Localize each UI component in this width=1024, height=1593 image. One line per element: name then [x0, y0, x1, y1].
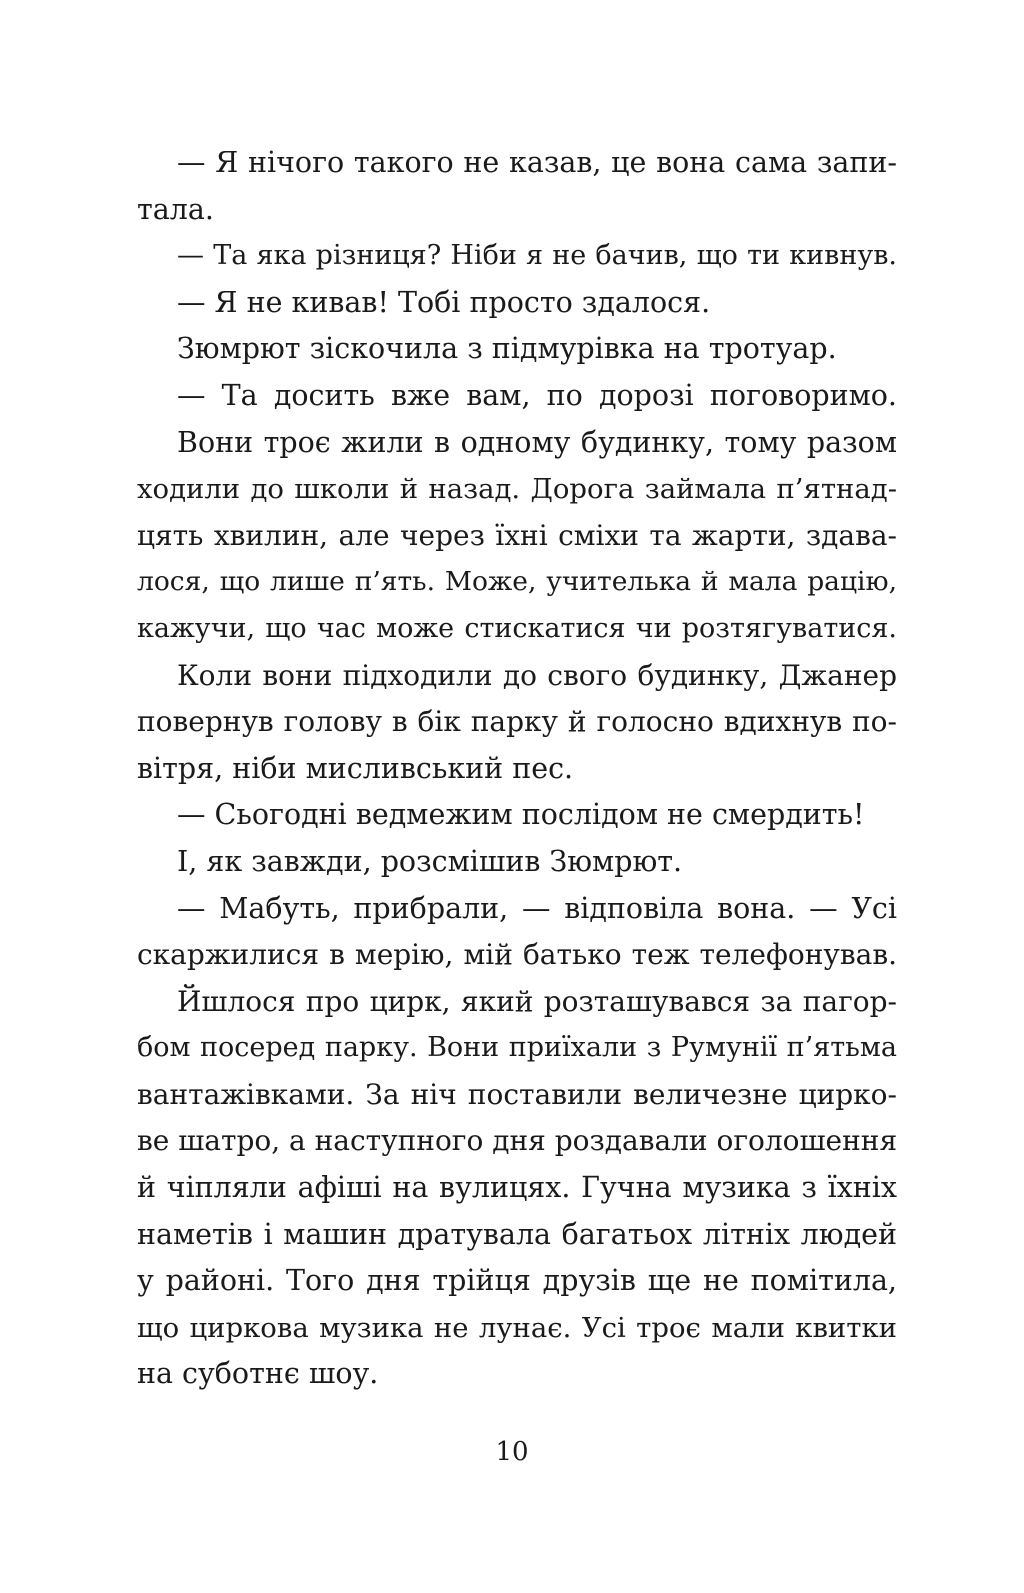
text-line: вантажівками. За ніч поставили величезне цирко-: [137, 1077, 897, 1111]
text-line: що циркова музика не лунає. Усі троє мали квитки: [137, 1311, 897, 1344]
text-line: й чіпляли афіші на вулицях. Гучна музика з їхніх: [137, 1171, 897, 1205]
text-line: — Я нічого такого не казав, це вона сама запи-: [177, 146, 897, 179]
text-line: Вони троє жили в одному будинку, тому разом: [177, 425, 897, 459]
text-line: скаржилися в мерію, мій батько теж телефонував.: [137, 938, 897, 972]
text-line: — Сьогодні ведмежим послідом не смердить!: [177, 798, 865, 832]
page-number: 10: [495, 1437, 529, 1467]
text-line: — Я не кивав! Тобі просто здалося.: [177, 285, 711, 319]
body-text: [137, 140, 897, 1398]
text-line: цять хвилин, але через їхні сміхи та жарти, здава-: [137, 518, 897, 552]
text-line: І, як завжди, розсмішив Зюмрют.: [177, 844, 683, 878]
text-line: Зюмрют зіскочила з підмурівка на тротуар.: [177, 332, 837, 366]
text-line: повернув голову в бік парку й голосно вдихнув по-: [137, 705, 897, 739]
text-line: ходили до школи й назад. Дорога займала п’ятнад-: [137, 473, 897, 506]
text-line: — Та яка різниця? Ніби я не бачив, що ти кивнув.: [177, 240, 897, 272]
text-line: кажучи, що час може стискатися чи розтягуватися.: [137, 612, 897, 644]
text-line: бом посеред парку. Вони приїхали з Румунії п’ятьма: [137, 1032, 897, 1064]
text-line: лося, що лише п’ять. Може, учителька й мала рацію,: [137, 566, 897, 598]
text-line: вітря, ніби мисливський пес.: [137, 751, 574, 785]
text-line: Коли вони підходили до свого будинку, Джанер: [177, 658, 897, 692]
text-line: — Та досить вже вам, по дорозі поговоримо.: [177, 378, 897, 412]
text-line: у районі. Того дня трійця друзів ще не помітила,: [137, 1264, 897, 1298]
text-line: ве шатро, а наступного дня роздавали оголошення: [137, 1124, 898, 1158]
text-line: на суботнє шоу.: [137, 1357, 379, 1391]
text-line: наметів і машин дратувала багатьох літніх людей: [137, 1217, 897, 1251]
text-line: — Мабуть, прибрали, — відповіла вона. — Усі: [177, 891, 897, 925]
text-line: тала.: [137, 192, 214, 226]
text-line: Йшлося про цирк, який розташувався за пагор-: [177, 984, 897, 1018]
